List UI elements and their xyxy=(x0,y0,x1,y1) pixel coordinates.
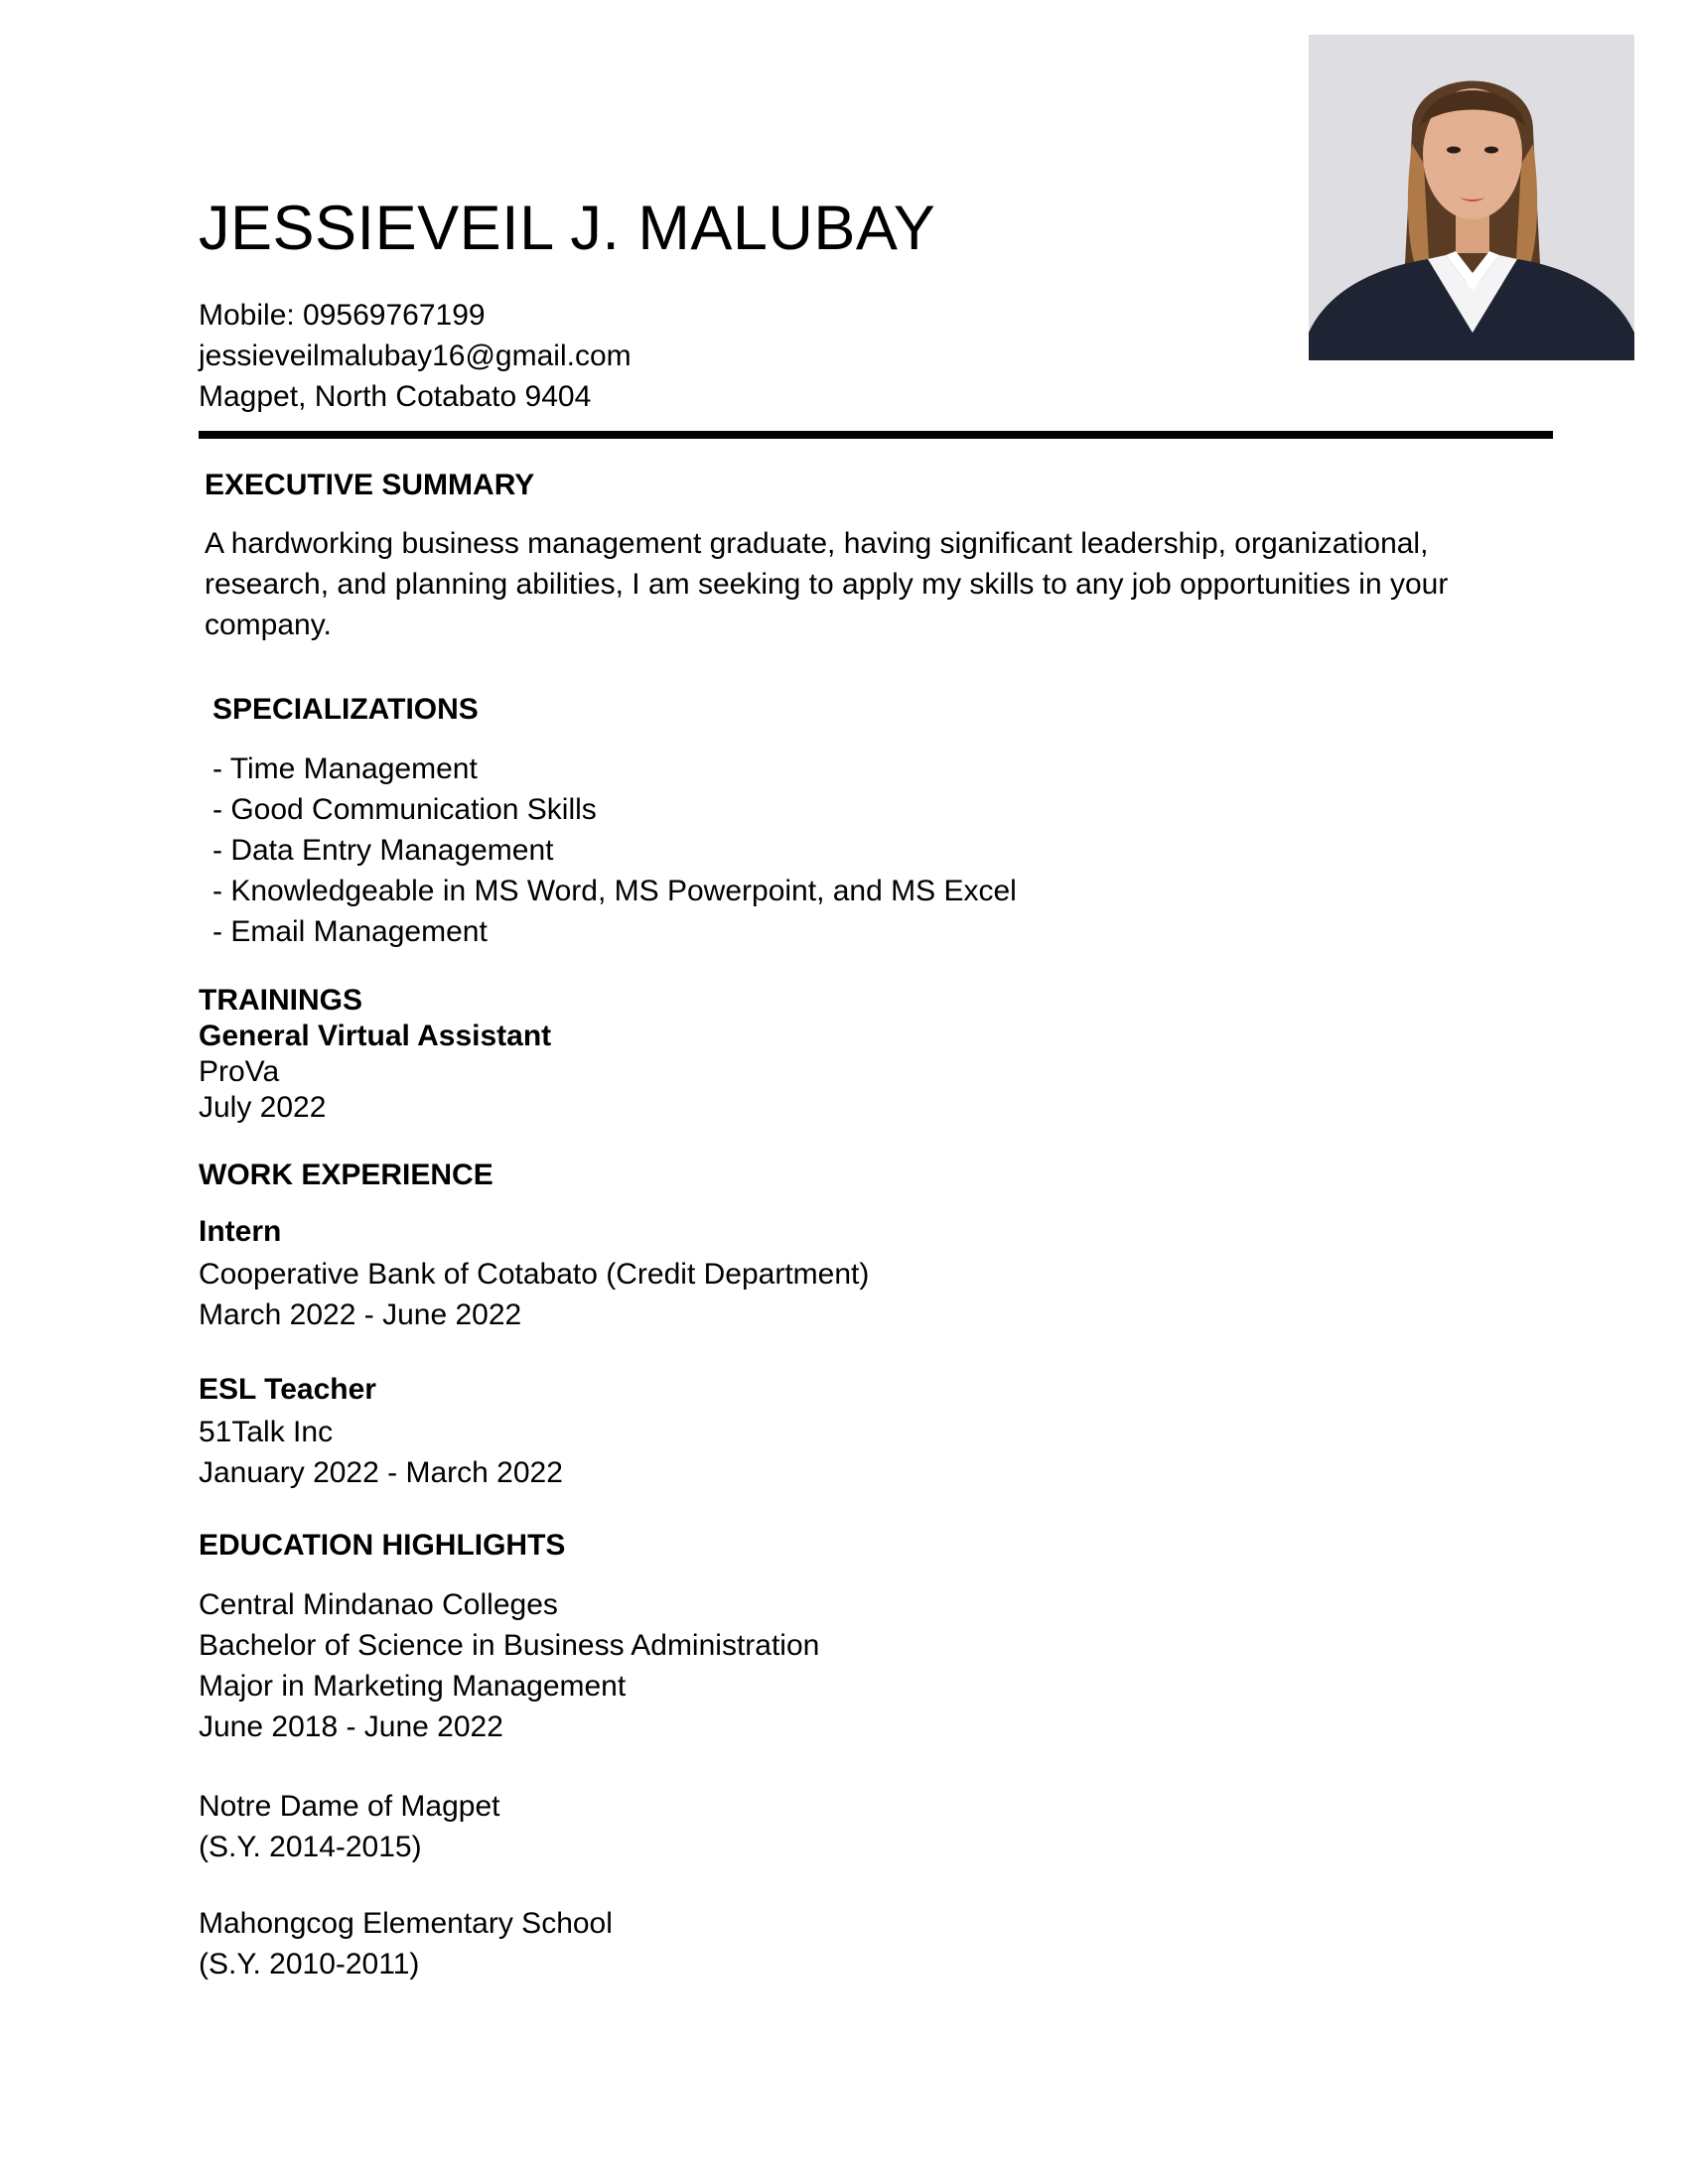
education-entry xyxy=(199,1903,613,1984)
list-item: - Time Management xyxy=(212,752,478,785)
education-dates: (S.Y. 2010-2011) xyxy=(199,1948,420,1980)
list-item: - Email Management xyxy=(212,915,488,948)
work-experience-heading: WORK EXPERIENCE xyxy=(199,1159,493,1191)
degree: Bachelor of Science in Business Administration xyxy=(199,1629,820,1662)
mobile-number: Mobile: 09569767199 xyxy=(199,299,486,332)
training-title: General Virtual Assistant xyxy=(199,1020,552,1052)
list-item: - Data Entry Management xyxy=(212,834,554,867)
specializations-list xyxy=(212,749,1017,952)
education-entry xyxy=(199,1786,499,1867)
header-divider xyxy=(199,431,1553,439)
school-name: Notre Dame of Magpet xyxy=(199,1790,500,1823)
education-heading: EDUCATION HIGHLIGHTS xyxy=(199,1529,566,1562)
job-entry xyxy=(199,1372,563,1493)
profile-photo xyxy=(1309,35,1634,360)
resume-name: JESSIEVEIL J. MALUBAY xyxy=(199,194,936,263)
executive-summary-heading: EXECUTIVE SUMMARY xyxy=(205,469,535,501)
list-item: - Good Communication Skills xyxy=(212,793,597,826)
trainings-heading: TRAININGS xyxy=(199,984,362,1017)
list-item: - Knowledgeable in MS Word, MS Powerpoint, and MS Excel xyxy=(212,875,1017,907)
executive-summary-text: A hardworking business management graduate, having significant leadership, organizational, research, and planning abilities, I am seeking to apply my skills to any job opportunities in your company. xyxy=(205,527,1449,641)
school-name: Central Mindanao Colleges xyxy=(199,1588,558,1621)
education-entry xyxy=(199,1584,819,1747)
trainings-section xyxy=(199,983,551,1126)
major: Major in Marketing Management xyxy=(199,1670,627,1703)
education-dates: (S.Y. 2014-2015) xyxy=(199,1831,422,1863)
job-dates: January 2022 - March 2022 xyxy=(199,1456,563,1489)
job-dates: March 2022 - June 2022 xyxy=(199,1298,522,1331)
contact-info xyxy=(199,295,632,417)
job-role: ESL Teacher xyxy=(199,1373,376,1406)
job-company: 51Talk Inc xyxy=(199,1416,334,1448)
job-company: Cooperative Bank of Cotabato (Credit Department) xyxy=(199,1258,870,1291)
job-role: Intern xyxy=(199,1215,282,1248)
email-address: jessieveilmalubay16@gmail.com xyxy=(199,340,632,372)
job-entry xyxy=(199,1214,869,1335)
training-date: July 2022 xyxy=(199,1091,327,1124)
education-dates: June 2018 - June 2022 xyxy=(199,1710,503,1743)
school-name: Mahongcog Elementary School xyxy=(199,1907,613,1940)
home-address: Magpet, North Cotabato 9404 xyxy=(199,380,592,413)
training-provider: ProVa xyxy=(199,1055,280,1088)
specializations-heading: SPECIALIZATIONS xyxy=(212,693,479,726)
